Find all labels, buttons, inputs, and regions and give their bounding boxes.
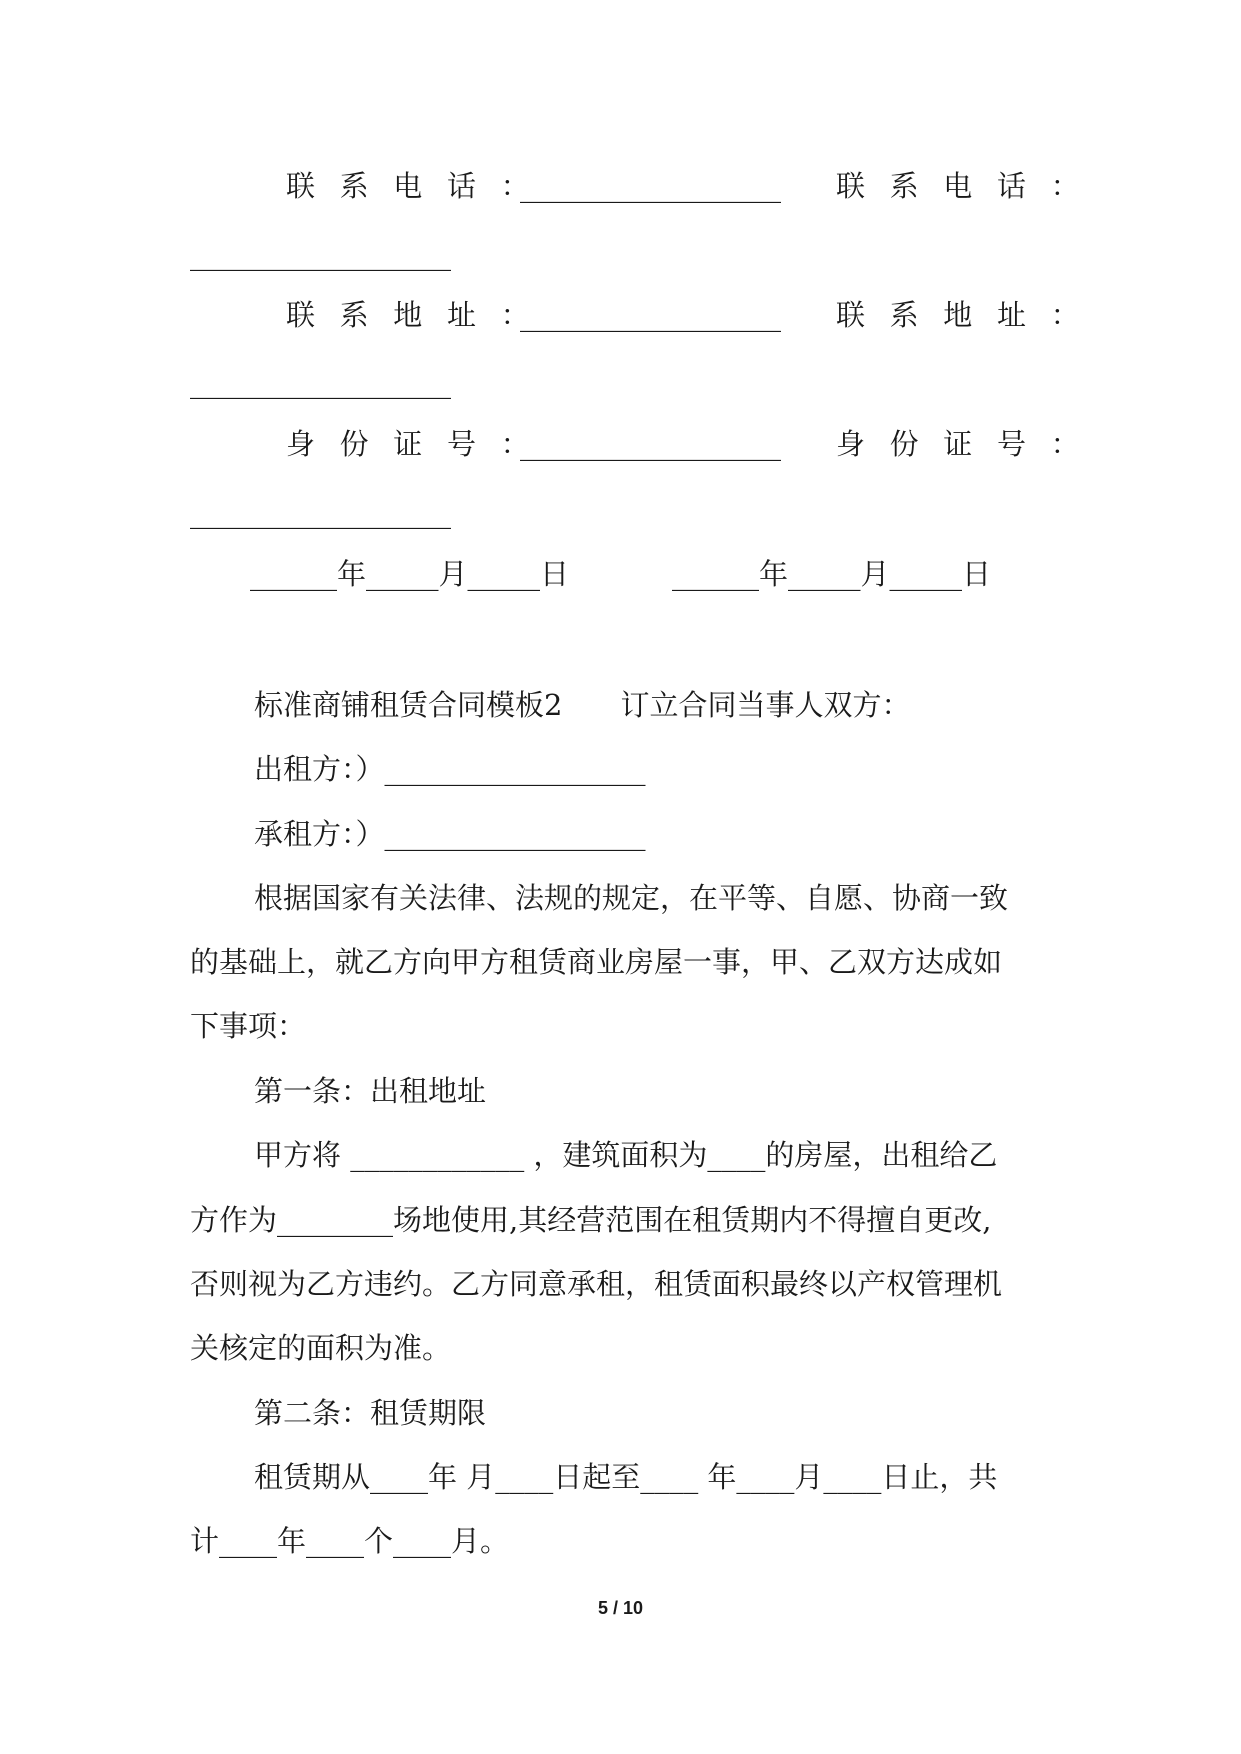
intro-paragraph-line-2: 的基础上，就乙方向甲方租赁商业房屋一事，甲、乙双方达成如 bbox=[190, 945, 1003, 979]
article-2-heading: 第二条：租赁期限 bbox=[254, 1396, 487, 1430]
contact-address-blank-party-b: __________________ bbox=[190, 365, 451, 399]
lessee-line: 承租方：）__________________ bbox=[254, 817, 646, 851]
article-1-line-2: 方作为________场地使用,其经营范围在租赁期内不得擅自更改, bbox=[190, 1203, 992, 1237]
article-2-line-2: 计____年____个____月。 bbox=[190, 1524, 510, 1558]
contact-phone-label-party-b: 联系电话： bbox=[836, 169, 1105, 203]
lessor-line: 出租方：）__________________ bbox=[254, 752, 646, 786]
id-number-label-party-b: 身份证号： bbox=[836, 427, 1105, 461]
contact-phone-blank-party-b: __________________ bbox=[190, 237, 451, 271]
id-number-blank-party-a: __________________ bbox=[520, 427, 781, 461]
article-1-line-1: 甲方将 ____________ ，建筑面积为____的房屋，出租给乙 bbox=[254, 1138, 998, 1172]
article-1-line-4: 关核定的面积为准。 bbox=[190, 1331, 452, 1365]
contact-address-label-party-b: 联系地址： bbox=[836, 298, 1105, 332]
intro-paragraph-line-1: 根据国家有关法律、法规的规定，在平等、自愿、协商一致 bbox=[254, 881, 1009, 915]
page-number: 5 / 10 bbox=[597, 1598, 644, 1618]
id-number-blank-party-b: __________________ bbox=[190, 495, 451, 529]
date-line-party-b: ______年_____月_____日 bbox=[672, 557, 992, 591]
intro-paragraph-line-3: 下事项： bbox=[190, 1009, 307, 1043]
article-2-line-1: 租赁期从____年 月____日起至____ 年____月____日止，共 bbox=[254, 1460, 998, 1494]
date-line-party-a: ______年_____月_____日 bbox=[250, 557, 570, 591]
contact-phone-label-party-a: 联系电话： bbox=[286, 169, 555, 203]
contact-phone-blank-party-a: __________________ bbox=[520, 169, 781, 203]
contact-address-label-party-a: 联系地址： bbox=[286, 298, 555, 332]
article-1-heading: 第一条：出租地址 bbox=[254, 1074, 487, 1108]
id-number-label-party-a: 身份证号： bbox=[286, 427, 555, 461]
contact-address-blank-party-a: __________________ bbox=[520, 298, 781, 332]
section-title-line: 标准商铺租赁合同模板2 订立合同当事人双方： bbox=[254, 688, 911, 722]
article-1-line-3: 否则视为乙方违约。乙方同意承租，租赁面积最终以产权管理机 bbox=[190, 1267, 1003, 1301]
